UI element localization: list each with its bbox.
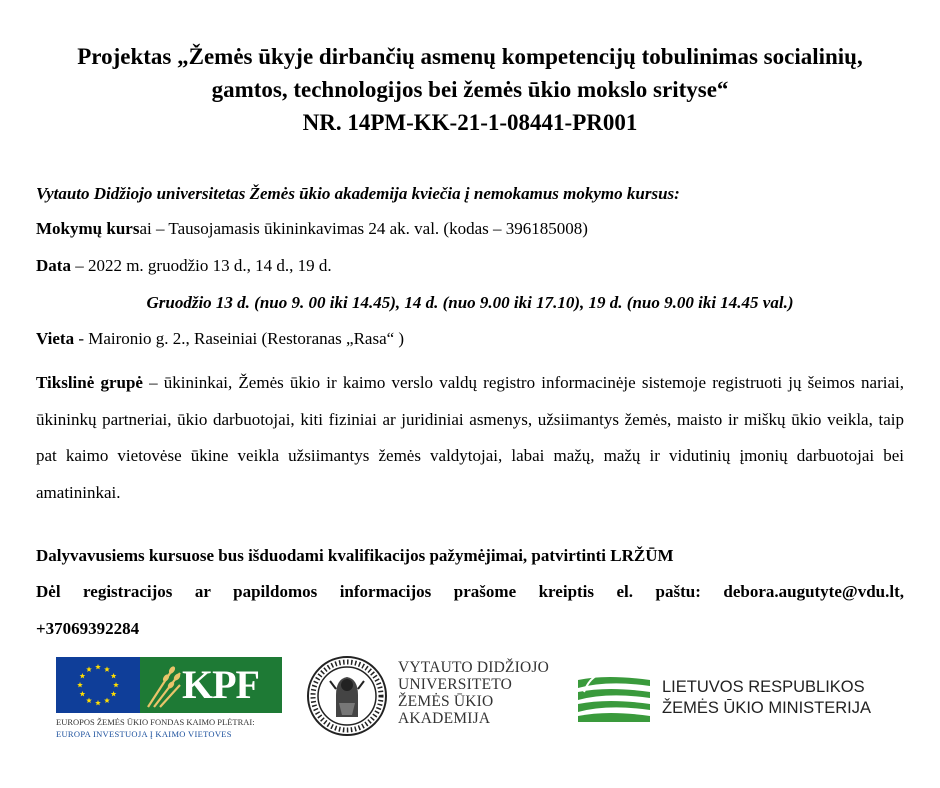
eu-caption-line-2: EUROPA INVESTUOJA Į KAIMO VIETOVES (56, 729, 232, 739)
date-value: – 2022 m. gruodžio 13 d., 14 d., 19 d. (70, 256, 332, 275)
eu-star-icon (77, 682, 83, 687)
ministry-name (662, 677, 871, 719)
eu-flag-icon (56, 657, 140, 713)
eu-star-icon (95, 700, 101, 705)
wheat-icon (144, 663, 182, 709)
course-label: Mokymų kurs (36, 219, 140, 238)
target-group-paragraph (36, 365, 904, 511)
vdu-name (398, 659, 549, 727)
place-label: Vieta (36, 329, 75, 348)
vdu-line-1: VYTAUTO DIDŽIOJO (398, 659, 550, 676)
intro-text: Vytauto Didžiojo universitetas Žemės ūkio akademija kviečia į nemokamus mokymo kursus: (36, 184, 680, 203)
eu-star-icon (80, 673, 86, 678)
eu-star-icon (104, 666, 110, 671)
target-value: – ūkininkai, Žemės ūkio ir kaimo verslo valdų registro informacinėje sistemoje registruoti jų šeimos nariai, ūkininkų partneriai, ūkio darbuotojai, kiti fiziniai ar juridiniai asmenys, užsiimantys žemės, maisto ir miškų ūkio veikla, taip pat kaimo vietovėse ūkine veikla užsiimantys žemės valdytojai, labai mažų, mažų ir vidutinių įmonių darbuotojai bei amatininkai. (36, 373, 904, 502)
eu-star-icon (111, 691, 117, 696)
title-line-2: gamtos, technologijos bei žemės ūkio mokslo srityse“ (211, 77, 729, 102)
vdu-seal-icon (306, 655, 388, 737)
date-label: Data (36, 256, 71, 275)
contact-line-1: Dėl registracijos ar papildomos informacijos prašome kreiptis el. paštu: debora.augutyte@vdu.lt, (36, 582, 904, 601)
title-line-1: Projektas „Žemės ūkyje dirbančių asmenų kompetencijų tobulinimas socialinių, (77, 44, 863, 69)
eu-star-icon (86, 666, 92, 671)
course-line (36, 219, 904, 239)
eu-kpf-logo (56, 657, 282, 713)
ministry-line-2: ŽEMĖS ŪKIO MINISTERIJA (662, 699, 872, 717)
target-label: Tikslinė grupė (36, 373, 143, 392)
eu-star-icon (113, 682, 119, 687)
course-value: – Tausojamasis ūkininkavimas 24 ak. val. (kodas – 396185008) (151, 219, 588, 238)
vdu-line-3: ŽEMĖS ŪKIO (398, 693, 494, 710)
ministry-logo-icon (578, 674, 650, 722)
date-schedule: Gruodžio 13 d. (nuo 9. 00 iki 14.45), 14 d. (nuo 9.00 iki 17.10), 19 d. (nuo 9.00 iki 14.45 val.) (146, 293, 794, 312)
vdu-line-2: UNIVERSITETO (398, 676, 513, 693)
eu-caption (56, 716, 288, 740)
eu-caption-line-1: EUROPOS ŽEMĖS ŪKIO FONDAS KAIMO PLĖTRAI: (56, 717, 255, 727)
eu-star-icon (95, 664, 101, 669)
place-value: - Maironio g. 2., Raseiniai (Restoranas „Rasa“ ) (74, 329, 405, 348)
place-line (36, 329, 904, 349)
eu-star-icon (111, 673, 117, 678)
eu-star-icon (80, 691, 86, 696)
title-line-3: NR. 14PM-KK-21-1-08441-PR001 (302, 110, 638, 135)
ministry-line-1: LIETUVOS RESPUBLIKOS (662, 678, 865, 696)
kpf-logo (140, 657, 282, 713)
vdu-line-4: AKADEMIJA (398, 710, 491, 727)
kpf-text: KPF (182, 662, 259, 707)
course-label-rest: ai (139, 219, 152, 238)
certificates-text: Dalyvavusiems kursuose bus išduodami kvalifikacijos pažymėjimai, patvirtinti LRŽŪM (36, 546, 674, 565)
date-line (36, 256, 904, 276)
document-title (30, 40, 910, 139)
eu-star-icon (86, 698, 92, 703)
contact-line-2: +37069392284 (36, 619, 140, 638)
eu-star-icon (104, 698, 110, 703)
